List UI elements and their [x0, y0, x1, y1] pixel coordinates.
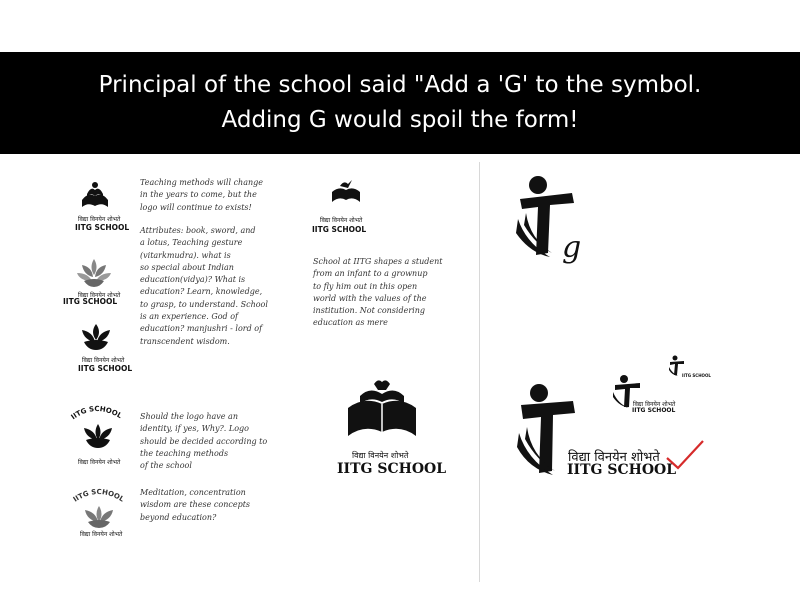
column-divider	[479, 162, 480, 582]
figure-with-g-logo-icon	[510, 173, 590, 283]
logo-3-hindi: विद्या विनयेन शोभते	[82, 357, 125, 364]
small-book-logo-icon	[330, 178, 362, 208]
final-logo-school: IITG SCHOOL	[567, 462, 677, 478]
logo-6-school: IITG SCHOOL	[312, 225, 367, 234]
logo-6-hindi: विद्या विनयेन शोभते	[320, 217, 363, 224]
book-logo-icon	[80, 180, 110, 210]
red-check-icon	[664, 438, 706, 472]
svg-text:IITG SCHOOL	[72, 488, 126, 504]
title-banner	[0, 52, 800, 154]
note-teaching-methods: Teaching methods will change in the years to come, but the logo will continue to exists!	[140, 178, 263, 212]
logo-2-school: IITG SCHOOL	[63, 297, 118, 306]
logo-1-school: IITG SCHOOL	[75, 223, 130, 232]
note-attributes: Attributes: book, sword, and a lotus, Teaching gesture (vitarkmudra). what is so special about Indian education(vidya)? What is education? Learn, knowledge, to grasp, to understand. School is an experience. God of education? manjushri - lord of transcendent wisdom.	[140, 226, 268, 346]
logo-5-hindi: विद्या विनयेन शोभते	[80, 531, 123, 538]
logo-7-hindi: विद्या विनयेन शोभते	[352, 451, 409, 460]
lotus-logo-icon	[76, 255, 112, 291]
arc-text-5: IITG SCHOOL	[71, 487, 126, 504]
tiny-logo-school: IITG SCHOOL	[682, 373, 711, 378]
small-logo-school: IITG SCHOOL	[632, 407, 676, 414]
black-lotus-logo-icon	[78, 322, 114, 352]
banner-line-1: Principal of the school said "Add a 'G' to the symbol.	[98, 72, 702, 98]
g-letter: g	[562, 230, 582, 265]
logo-4-hindi: विद्या विनयेन शोभते	[78, 459, 121, 466]
note-logo-identity: Should the logo have an identity, if yes, Why?. Logo should be decided according to the teaching methods of the school	[140, 412, 268, 471]
svg-text:IITG SCHOOL	[70, 405, 124, 421]
logo-3-school: IITG SCHOOL	[78, 364, 133, 373]
logo-7-school: IITG SCHOOL	[337, 461, 447, 477]
arc-text-4: IITG SCHOOL	[69, 404, 124, 422]
large-book-logo-icon	[346, 378, 418, 444]
banner-line-2: Adding G would spoil the form!	[221, 107, 579, 133]
logo-1-hindi: विद्या विनयेन शोभते	[78, 216, 121, 223]
logo-2-hindi: विद्या विनयेन शोभते	[78, 292, 121, 299]
final-logo-hindi: विद्या विनयेन शोभते	[568, 450, 660, 465]
small-logo-hindi: विद्या विनयेन शोभते	[633, 401, 676, 408]
note-shapes-student: School at IITG shapes a student from an infant to a grownup to fly him out in this open world with the values of the institution. Not considering education as mere	[313, 257, 443, 328]
note-meditation: Meditation, concentration wisdom are these concepts beyond education?	[140, 488, 251, 522]
